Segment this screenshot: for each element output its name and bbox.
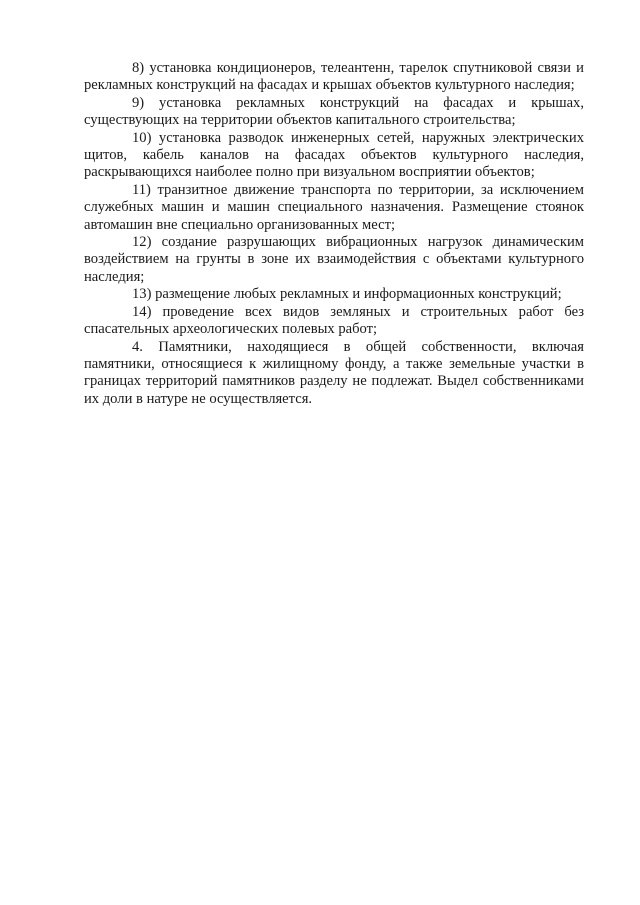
list-item-12: 12) создание разрушающих вибрационных нагрузок динамическим воздействием на грунты в зоне их взаимодействия с объектами культурного наследия; [84, 234, 584, 285]
list-item-14: 14) проведение всех видов земляных и строительных работ без спасательных археологических полевых работ; [84, 303, 584, 338]
section-4-paragraph: 4. Памятники, находящиеся в общей собственности, включая памятники, относящиеся к жилищному фонду, а также земельные участки в границах территорий памятников разделу не подлежат. Выдел собственниками их доли в натуре не осуществляется. [84, 338, 584, 407]
list-item-11: 11) транзитное движение транспорта по территории, за исключением служебных машин и машин специального назначения. Размещение стоянок автомашин вне специально организованных мест; [84, 181, 584, 233]
document-body [84, 60, 584, 408]
list-item-10: 10) установка разводок инженерных сетей, наружных электрических щитов, кабель каналов на фасадах объектов культурного наследия, раскрывающихся наиболее полно при визуальном восприятии объектов; [84, 129, 584, 181]
list-item-9: 9) установка рекламных конструкций на фасадах и крышах, существующих на территории объектов капитального строительства; [84, 94, 584, 129]
list-item-8: 8) установка кондиционеров, телеантенн, тарелок спутниковой связи и рекламных конструкций на фасадах и крышах объектов культурного наследия; [84, 60, 584, 94]
list-item-13: 13) размещение любых рекламных и информационных конструкций; [132, 286, 562, 303]
